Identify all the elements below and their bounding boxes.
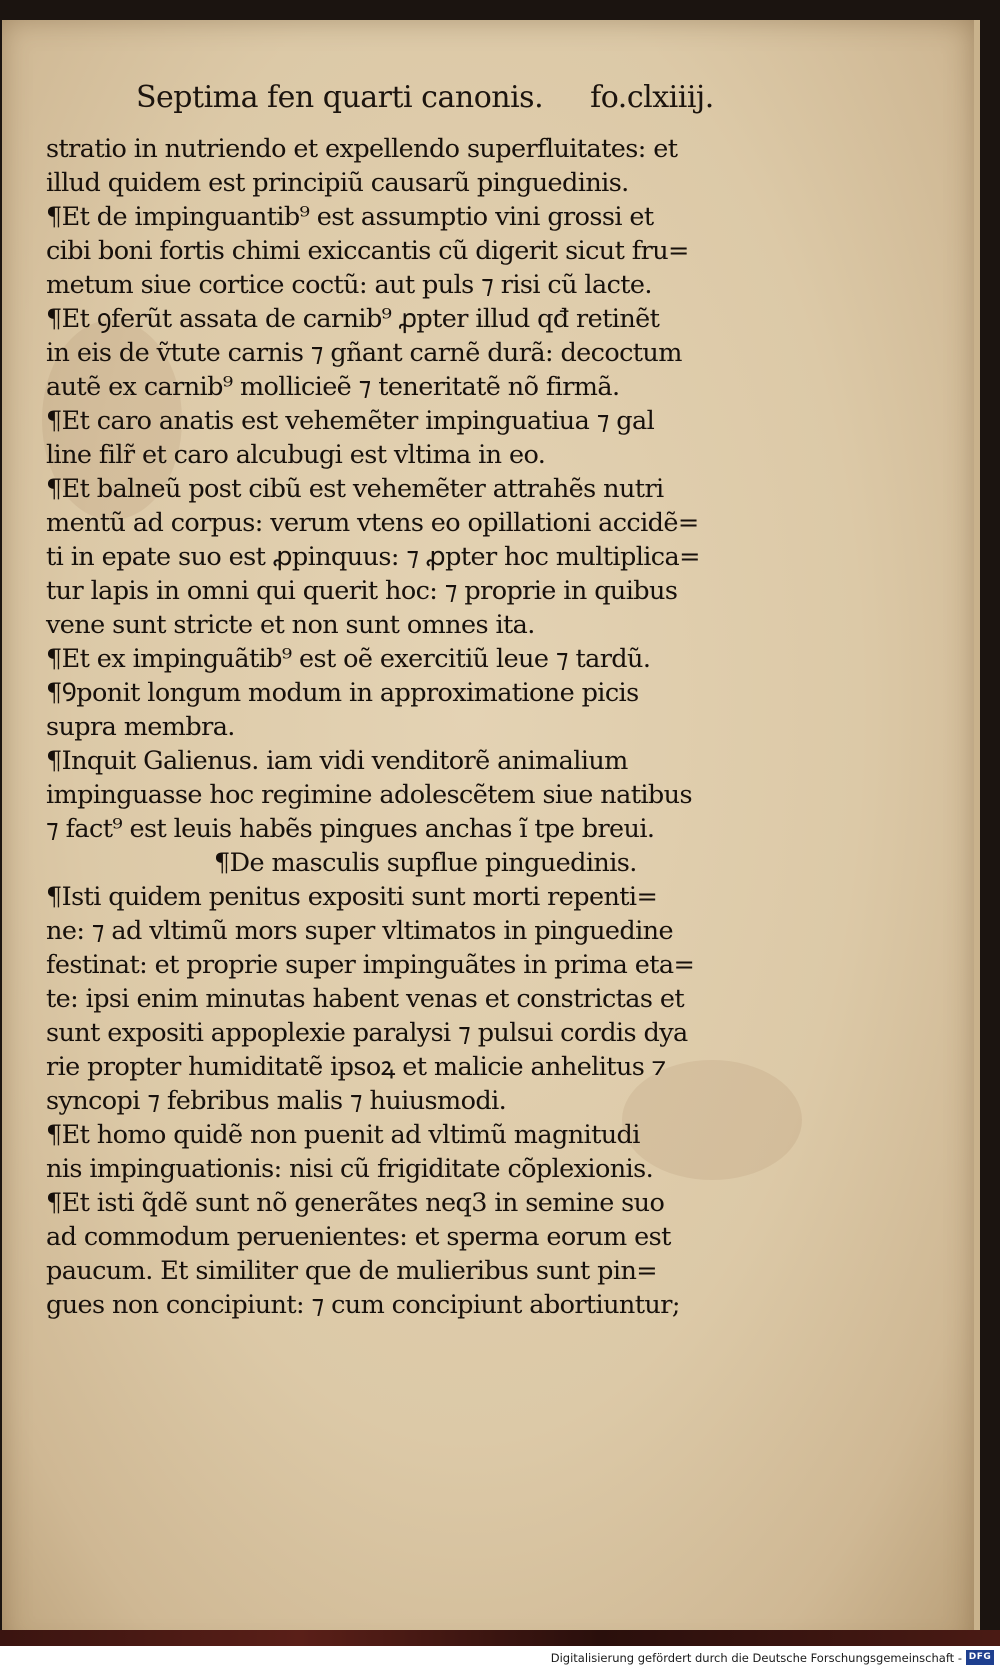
text-line: ¶Et homo quidẽ non puenit ad vltimũ magnitudi: [46, 1120, 640, 1150]
text-line: metum siue cortice coctũ: aut puls ⁊ risi cũ lacte.: [46, 270, 652, 300]
text-line: ¶Et ꝯferũt assata de carnib⁹ ꝓpter illud qđ retinẽt: [46, 304, 660, 334]
running-head: [136, 80, 776, 126]
text-line: te: ipsi enim minutas habent venas et constrictas et: [46, 984, 685, 1014]
text-line: ¶Et isti q̃dẽ sunt nõ generãtes neq3 in semine suo: [46, 1188, 665, 1218]
text-line: vene sunt stricte et non sunt omnes ita.: [46, 610, 535, 640]
text-line: ¶Et ex impinguãtib⁹ est oẽ exercitiũ leue ⁊ tardũ.: [46, 644, 651, 674]
text-line: sunt expositi appoplexie paralysi ⁊ pulsui cordis dya: [46, 1018, 688, 1048]
text-line: ¶Et caro anatis est vehemẽter impinguatiua ⁊ gal: [46, 406, 655, 436]
text-line: ⁊ fact⁹ est leuis habẽs pingues anchas ĩ tpe breui.: [46, 814, 655, 844]
text-line: gues non concipiunt: ⁊ cum concipiunt abortiuntur;: [46, 1290, 680, 1320]
text-column: [46, 132, 836, 1322]
text-line: ¶Inquit Galienus. iam vidi venditorẽ animalium: [46, 746, 628, 776]
text-line: nis impinguationis: nisi cũ frigiditate cõplexionis.: [46, 1154, 654, 1184]
text-line: mentũ ad corpus: verum vtens eo opillationi accidẽ=: [46, 508, 699, 538]
text-line: line filr̃ et caro alcubugi est vltima in eo.: [46, 440, 546, 470]
section-heading: ¶De masculis supflue pinguedinis.: [214, 848, 637, 878]
text-line: impinguasse hoc regimine adolescẽtem siue natibus: [46, 780, 692, 810]
text-line: in eis de ṽtute carnis ⁊ gñant carnẽ durã: decoctum: [46, 338, 682, 368]
text-line: ti in epate suo est ꝓpinquus: ⁊ ꝓpter hoc multiplica=: [46, 542, 700, 572]
text-line: ¶Et balneũ post cibũ est vehemẽter attrahẽs nutri: [46, 474, 664, 504]
text-line: festinat: et proprie super impinguãtes in prima eta=: [46, 950, 695, 980]
dfg-logo-icon: DFG: [966, 1650, 994, 1665]
page-bottom-edge: [0, 1630, 1000, 1646]
text-line: tur lapis in omni qui querit hoc: ⁊ proprie in quibus: [46, 576, 678, 606]
text-line: paucum. Et similiter que de mulieribus sunt pin=: [46, 1256, 658, 1286]
text-line: ad commodum peruenientes: et sperma eorum est: [46, 1222, 671, 1252]
text-line: ¶Isti quidem penitus expositi sunt morti repenti=: [46, 882, 658, 912]
text-line: stratio in nutriendo et expellendo superfluitates: et: [46, 134, 678, 164]
digitization-credit: Digitalisierung gefördert durch die Deutsche Forschungsgemeinschaft -: [550, 1651, 962, 1665]
text-line: illud quidem est principiũ causarũ pinguedinis.: [46, 168, 629, 198]
text-line: ¶Ꝯponit longum modum in approximatione picis: [46, 678, 639, 708]
text-line: cibi boni fortis chimi exiccantis cũ digerit sicut fru=: [46, 236, 689, 266]
text-line: ne: ⁊ ad vltimũ mors super vltimatos in pinguedine: [46, 916, 673, 946]
text-line: rie propter humiditatẽ ipsoꝝ et malicie anhelitus ⁊: [46, 1052, 666, 1082]
text-line: ¶Et de impinguantib⁹ est assumptio vini grossi et: [46, 202, 654, 232]
text-line: autẽ ex carnib⁹ mollicieẽ ⁊ teneritatẽ nõ firmã.: [46, 372, 620, 402]
folio-number: fo.clxiiij.: [590, 80, 714, 115]
text-line: supra membra.: [46, 712, 235, 742]
running-head-title: Septima fen quarti canonis.: [136, 80, 544, 115]
text-line: syncopi ⁊ febribus malis ⁊ huiusmodi.: [46, 1086, 507, 1116]
